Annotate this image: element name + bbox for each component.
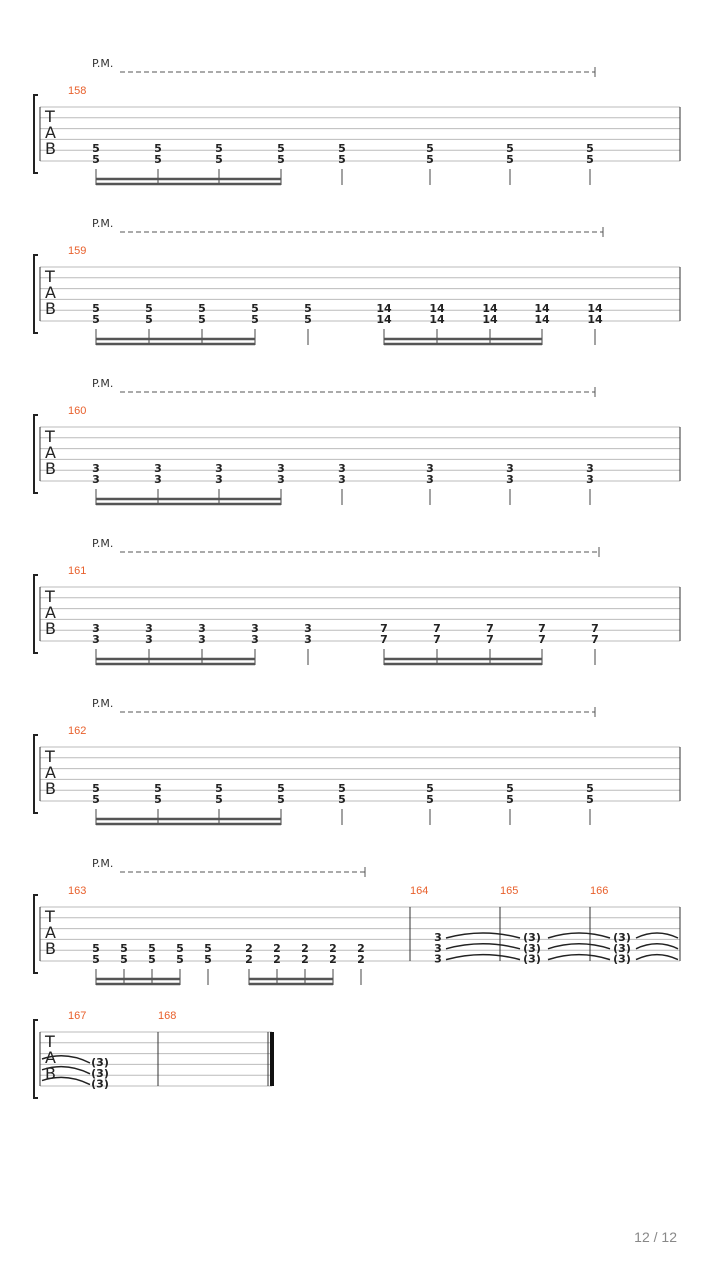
fret-number: 5 [506,152,514,166]
fret-number: 5 [92,142,100,155]
fret-number: 2 [245,952,253,966]
fret-number: 5 [154,792,162,806]
tie-arc [636,933,678,938]
tab-clef-b: B [45,939,56,958]
fret-number: 5 [586,152,594,166]
fret-number: 5 [338,782,346,795]
tab-clef-b: B [45,299,56,318]
fret-number: 3 [198,622,206,635]
tab-clef-b: B [45,459,56,478]
fret-number: 2 [329,942,337,955]
fret-number: 3 [277,462,285,475]
fret-number: 2 [245,942,253,955]
fret-number: 5 [215,152,223,166]
fret-number: 5 [92,302,100,315]
fret-number: 3 [154,462,162,475]
tab-clef-b: B [45,1064,56,1083]
fret-number: 3 [251,622,259,635]
fret-number: 5 [338,792,346,806]
palm-mute-label: P.M. [92,377,114,390]
fret-number: (3) [523,931,541,944]
fret-number: 7 [433,632,441,646]
fret-number: (3) [91,1077,109,1091]
fret-number: 3 [145,632,153,646]
measure-number: 162 [68,725,87,737]
fret-number: 5 [426,792,434,806]
tab-clef-a: A [45,283,56,302]
fret-number: 5 [176,952,184,966]
fret-number: 14 [534,312,550,326]
measure-number: 165 [500,885,519,897]
fret-number: 3 [92,622,100,635]
tab-clef-t: T [45,1032,55,1051]
fret-number: 5 [154,152,162,166]
fret-number: 14 [482,312,498,326]
fret-number: 5 [148,942,156,955]
measure-number: 161 [68,565,87,577]
fret-number: (3) [613,941,631,955]
fret-number: 5 [198,312,206,326]
tie-arc [636,955,678,960]
tab-clef-a: A [45,603,56,622]
fret-number: (3) [613,952,631,966]
fret-number: 3 [426,462,434,475]
fret-number: 5 [145,302,153,315]
system-bracket [34,1020,38,1098]
fret-number: 5 [92,942,100,955]
fret-number: 5 [154,782,162,795]
fret-number: 2 [301,942,309,955]
palm-mute-label: P.M. [92,697,114,710]
tab-clef-b: B [45,779,56,798]
fret-number: (3) [613,931,631,944]
fret-number: 5 [92,312,100,326]
fret-number: 3 [277,472,285,486]
tie-arc [636,944,678,949]
measure-number: 159 [68,245,87,257]
fret-number: 5 [154,142,162,155]
tie-arc [548,933,610,938]
tab-clef-t: T [45,267,55,286]
fret-number: 5 [148,952,156,966]
measure-number: 168 [158,1010,177,1022]
fret-number: 3 [215,472,223,486]
fret-number: 3 [434,941,442,955]
fret-number: 5 [586,782,594,795]
system-bracket [34,575,38,653]
fret-number: 5 [586,792,594,806]
fret-number: 7 [591,632,599,646]
fret-number: 3 [304,632,312,646]
fret-number: 3 [92,472,100,486]
fret-number: 3 [586,462,594,475]
fret-number: 14 [429,312,445,326]
fret-number: 5 [586,142,594,155]
fret-number: 3 [426,472,434,486]
fret-number: 14 [376,312,392,326]
fret-number: 5 [506,792,514,806]
measure-number: 158 [68,85,87,97]
measure-number: 164 [410,885,429,897]
palm-mute-label: P.M. [92,217,114,230]
fret-number: 5 [215,792,223,806]
fret-number: 5 [145,312,153,326]
fret-number: 3 [586,472,594,486]
fret-number: 3 [434,931,442,944]
fret-number: 5 [204,952,212,966]
fret-number: 7 [380,622,388,635]
fret-number: 14 [376,302,392,315]
fret-number: 5 [304,312,312,326]
fret-number: 14 [587,312,603,326]
fret-number: 5 [426,142,434,155]
fret-number: 2 [357,942,365,955]
fret-number: 3 [251,632,259,646]
system-bracket [34,255,38,333]
fret-number: 3 [92,632,100,646]
fret-number: 7 [486,622,494,635]
fret-number: 2 [357,952,365,966]
fret-number: 5 [338,142,346,155]
fret-number: 3 [154,472,162,486]
fret-number: 14 [587,302,603,315]
page-number: 12 / 12 [634,1229,677,1245]
fret-number: 7 [591,622,599,635]
tab-clef-a: A [45,923,56,942]
tie-arc [548,944,610,949]
fret-number: 3 [506,462,514,475]
tab-clef-t: T [45,907,55,926]
fret-number: 7 [433,622,441,635]
fret-number: 5 [120,942,128,955]
fret-number: 7 [486,632,494,646]
tab-clef-a: A [45,1048,56,1067]
fret-number: 5 [506,782,514,795]
fret-number: 5 [204,942,212,955]
fret-number: 5 [251,312,259,326]
system-bracket [34,735,38,813]
tie-arc [446,944,520,949]
fret-number: 2 [329,952,337,966]
fret-number: 3 [434,952,442,966]
fret-number: 14 [482,302,498,315]
fret-number: 5 [426,152,434,166]
fret-number: 5 [198,302,206,315]
tie-arc [446,933,520,938]
tab-clef-b: B [45,139,56,158]
fret-number: 5 [92,152,100,166]
fret-number: 5 [277,782,285,795]
fret-number: 14 [534,302,550,315]
fret-number: 5 [277,152,285,166]
fret-number: 5 [277,142,285,155]
fret-number: 3 [338,472,346,486]
fret-number: 5 [426,782,434,795]
fret-number: 2 [301,952,309,966]
palm-mute-label: P.M. [92,537,114,550]
fret-number: (3) [523,941,541,955]
system-bracket [34,895,38,973]
fret-number: 5 [277,792,285,806]
tab-clef-a: A [45,763,56,782]
fret-number: 5 [304,302,312,315]
fret-number: 3 [92,462,100,475]
measure-number: 166 [590,885,609,897]
fret-number: (3) [523,952,541,966]
tie-arc [446,955,520,960]
fret-number: 7 [538,622,546,635]
fret-number: 5 [92,952,100,966]
tab-clef-t: T [45,427,55,446]
tab-clef-t: T [45,107,55,126]
fret-number: 5 [92,792,100,806]
fret-number: 3 [338,462,346,475]
fret-number: 5 [215,142,223,155]
system-bracket [34,95,38,173]
fret-number: 3 [198,632,206,646]
fret-number: 5 [215,782,223,795]
system-bracket [34,415,38,493]
fret-number: 3 [215,462,223,475]
tab-clef-a: A [45,123,56,142]
tab-clef-a: A [45,443,56,462]
fret-number: 3 [506,472,514,486]
palm-mute-label: P.M. [92,57,114,70]
fret-number: 7 [538,632,546,646]
fret-number: (3) [91,1056,109,1069]
measure-number: 160 [68,405,87,417]
measure-number: 163 [68,885,87,897]
tab-clef-t: T [45,747,55,766]
fret-number: 2 [273,952,281,966]
measure-number: 167 [68,1010,87,1022]
palm-mute-label: P.M. [92,857,114,870]
fret-number: 14 [429,302,445,315]
fret-number: 5 [120,952,128,966]
fret-number: 5 [176,942,184,955]
tie-arc [548,955,610,960]
fret-number: 2 [273,942,281,955]
fret-number: 3 [145,622,153,635]
tab-clef-t: T [45,587,55,606]
fret-number: 5 [506,142,514,155]
fret-number: 5 [338,152,346,166]
tab-clef-b: B [45,619,56,638]
fret-number: 5 [92,782,100,795]
fret-number: 3 [304,622,312,635]
fret-number: 7 [380,632,388,646]
fret-number: (3) [91,1066,109,1080]
fret-number: 5 [251,302,259,315]
